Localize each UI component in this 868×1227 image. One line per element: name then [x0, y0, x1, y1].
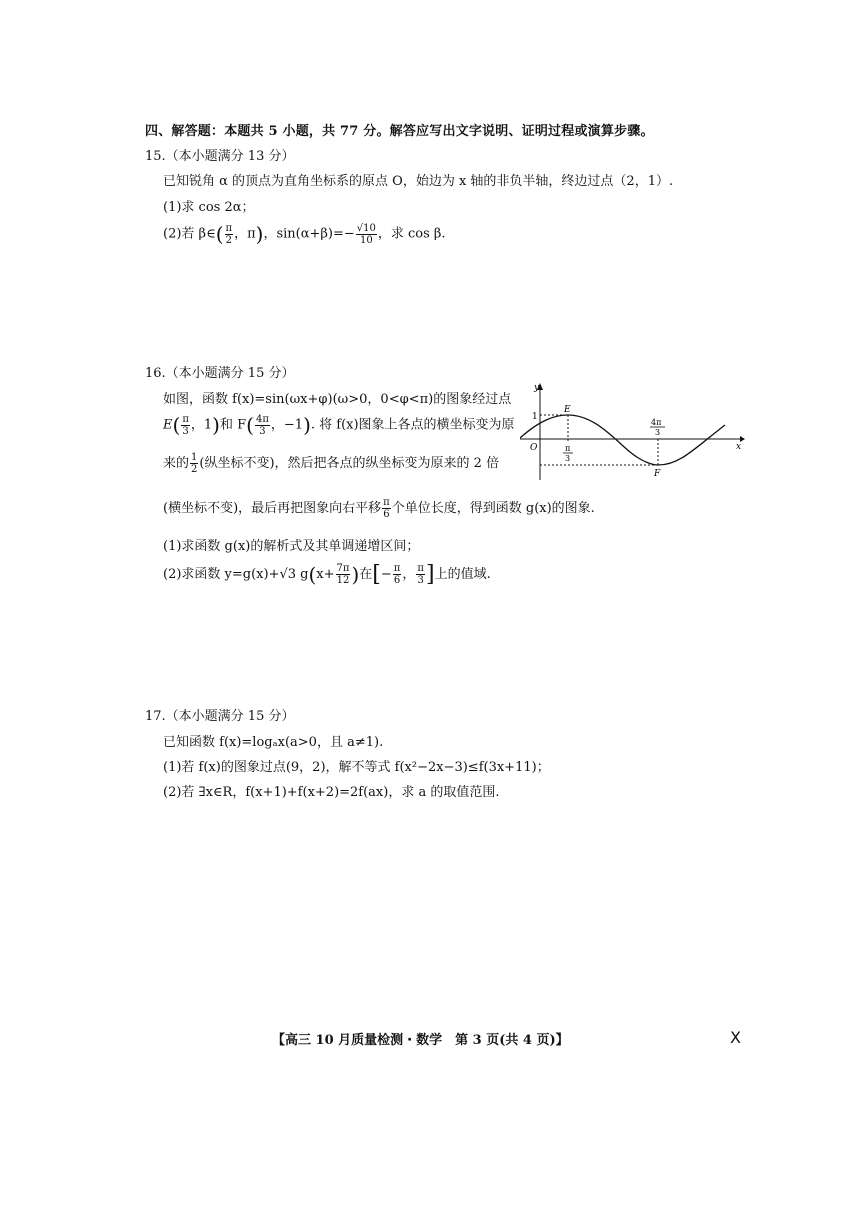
- F-label: F: [654, 469, 661, 479]
- origin-label: O: [530, 443, 538, 453]
- 4pi3-num: 4π: [651, 418, 662, 427]
- q17-part1: (1)若 f(x)的图象过点(9，2)，解不等式 f(x²−2x−3)≤f(3x+11)；: [163, 760, 550, 775]
- q17-heading: 17.（本小题满分 15 分）: [145, 709, 295, 724]
- q17-stem: 已知函数 f(x)=logₐx(a>0，且 a≠1).: [163, 735, 384, 750]
- section-title: 四、解答题：本题共 5 小题，共 77 分。解答应写出文字说明、证明过程或演算步骤。: [145, 124, 654, 139]
- q15-part2-suffix: ，求 cos β.: [377, 226, 446, 242]
- q15-part1: (1)求 cos 2α；: [163, 200, 255, 215]
- q15-sqrt10-over-10: $\frac{√10}{10}$: [356, 222, 376, 246]
- q17-part2: (2)若 ∃x∈R，f(x+1)+f(x+2)=2f(ax)，求 a 的取值范围.: [163, 785, 500, 800]
- q15-part2-prefix: (2)若 β∈: [163, 226, 216, 242]
- q15-stem: 已知锐角 α 的顶点为直角坐标系的原点 O，始边为 x 轴的非负半轴，终边过点（2，1）.: [163, 174, 674, 189]
- E-label: E: [564, 405, 571, 415]
- q16-line3: 来的 $\frac{1}{2}$ (纵坐标不变)，然后把各点的纵坐标变为原来的 2 倍: [163, 452, 500, 475]
- x-label: x: [736, 442, 742, 452]
- page-footer: 【高三 10 月质量检测・数学 第 3 页(共 4 页)】: [272, 1033, 569, 1048]
- page-mark: X: [730, 1028, 741, 1047]
- q15-pi-half: $\frac{\pi}{2}$: [225, 222, 233, 246]
- q16-line2: E( $\frac{\pi}{3}$ ，1)和 F( $\frac{4\pi}{3}$ ，−1). 将 f(x)图象上各点的横坐标变为原: [163, 413, 515, 437]
- sine-curve: [520, 415, 725, 465]
- q16-line4: (横坐标不变)，最后再把图象向右平移 $\frac{\pi}{6}$ 个单位长度，得到函数 g(x)的图象.: [163, 497, 595, 520]
- y-label: y: [534, 383, 540, 393]
- q15-heading: 15.（本小题满分 13 分）: [145, 149, 295, 164]
- q15-part2: (2)若 β∈( $\frac{\pi}{2}$ ，π)，sin(α+β)=− $\frac{√10}{10}$ ，求 cos β.: [163, 222, 446, 246]
- q16-line1: 如图，函数 f(x)=sin(ωx+φ)(ω>0，0<φ<π)的图象经过点: [163, 392, 512, 407]
- pi3-den: 3: [565, 454, 571, 463]
- q16-part1: (1)求函数 g(x)的解析式及其单调递增区间；: [163, 539, 420, 554]
- 4pi3-den: 3: [655, 428, 661, 437]
- q15-part2-mid: ，sin(α+β)=−: [263, 226, 355, 242]
- q16-heading: 16.（本小题满分 15 分）: [145, 366, 295, 381]
- q16-sine-graph: [520, 380, 745, 480]
- pi3-num: π: [565, 444, 571, 453]
- q16-part2: (2)求函数 y=g(x)+√3 g(x+ $\frac{7\pi}{12}$ )在[− $\frac{\pi}{6}$ ， $\frac{\pi}{3}$ ]上的值域.: [163, 562, 491, 587]
- one-label: 1: [532, 412, 538, 422]
